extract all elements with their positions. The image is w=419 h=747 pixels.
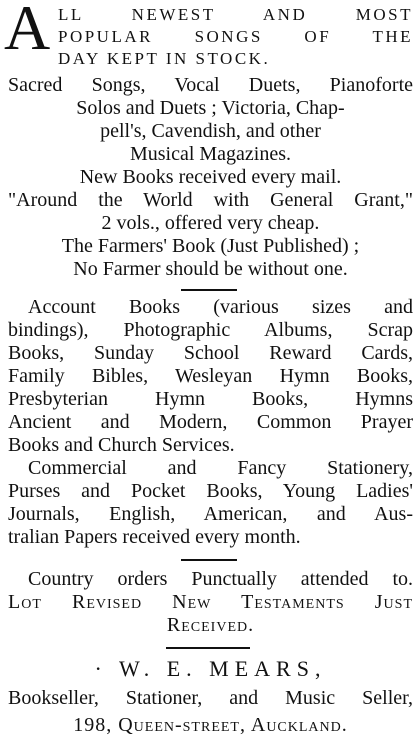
text-line: pell's, Cavendish, and other: [100, 120, 321, 142]
text-line: Sacred Songs, Vocal Duets, Pianoforte: [8, 74, 413, 96]
text-line: Ancient and Modern, Common Prayer: [8, 411, 413, 433]
text-line: Solos and Duets ; Victoria, Chap-: [76, 97, 345, 119]
seller-name: · W. E. MEARS,: [94, 656, 327, 681]
text-line: The Farmers' Book (Just Published) ;: [61, 235, 360, 257]
text-line: Presbyterian Hymn Books, Hymns: [8, 388, 413, 410]
text-line: Purses and Pocket Books, Young Ladies': [8, 480, 413, 502]
divider-rule: [181, 559, 237, 561]
text-line: Journals, English, American, and Aus-: [8, 503, 413, 525]
text-line: Books and Church Services.: [8, 434, 235, 456]
drop-cap: A: [4, 0, 51, 63]
seller-address: 198, Queen-street, Auckland.: [73, 714, 348, 736]
header-line: DAY KEPT IN STOCK.: [58, 49, 271, 68]
text-line: bindings), Photographic Albums, Scrap: [8, 319, 413, 341]
text-line: Books, Sunday School Reward Cards,: [8, 342, 413, 364]
header-line: POPULAR SONGS OF THE: [58, 27, 413, 46]
text-line: "Around the World with General Grant,": [8, 189, 413, 211]
text-line: Family Bibles, Wesleyan Hymn Books,: [8, 365, 413, 387]
seller-trade: Bookseller, Stationer, and Music Seller,: [8, 687, 413, 709]
text-line: No Farmer should be without one.: [73, 258, 348, 280]
text-line: Received.: [166, 614, 255, 636]
divider-rule: [166, 647, 250, 649]
text-line: tralian Papers received every month.: [8, 526, 301, 548]
divider-rule: [181, 289, 237, 291]
text-line: Account Books (various sizes and: [28, 296, 413, 318]
text-line: Country orders Punctually attended to.: [28, 568, 413, 590]
text-line: Musical Magazines.: [129, 143, 292, 165]
text-line: New Books received every mail.: [79, 166, 342, 188]
text-line: Lot Revised New Testaments Just: [8, 591, 413, 613]
header-line: LL NEWEST AND MOST: [58, 5, 413, 24]
text-line: Commercial and Fancy Stationery,: [28, 457, 413, 479]
text-line: 2 vols., offered very cheap.: [101, 212, 320, 234]
